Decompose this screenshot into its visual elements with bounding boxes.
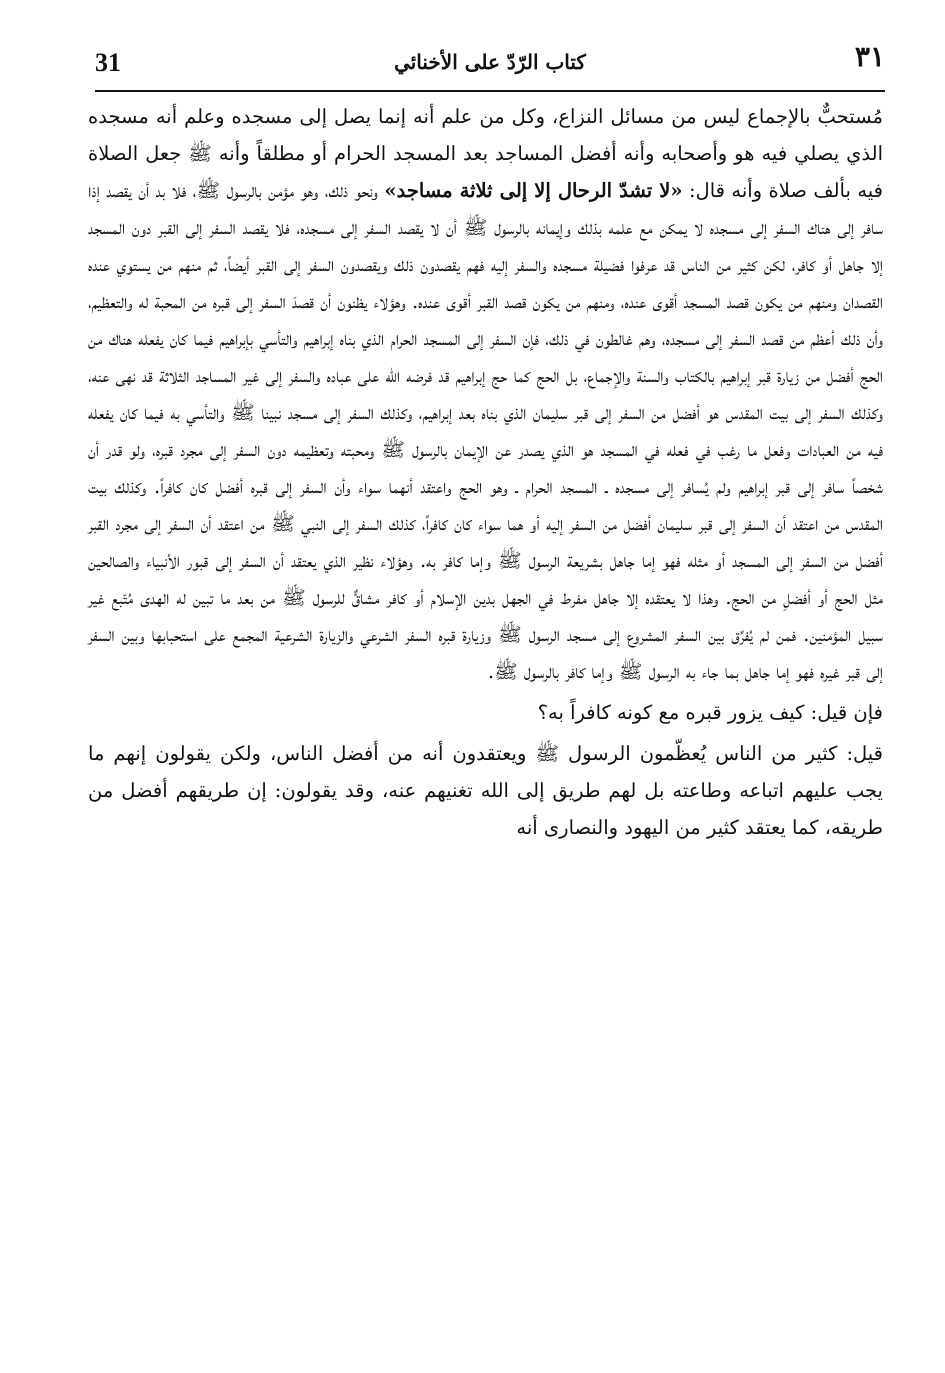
paragraph-3: قيل: كثير من الناس يُعظّمون الرسول ﷺ ويعتقدون أنه من أفضل الناس، ولكن يقولون إنهم ما يجب عليهم اتباعه وطاعته بل لهم طريق إلى الله تغنيهم عنه، وقد يقولون: إن طريقهم أفضل من طريقه، كما يعتقد كثير من اليهود والنصارى أنه: [88, 742, 883, 839]
hadith-quote: «لا تشدّ الرحال إلا إلى ثلاثة مساجد»: [384, 179, 683, 202]
page-number-latin: 31: [95, 48, 121, 77]
running-title: كتاب الرّدّ على الأخنائي: [394, 50, 586, 74]
paragraph-2: فإن قيل: كيف يزور قبره مع كونه كافراً به؟: [537, 701, 883, 724]
body-text: [88, 98, 883, 846]
paragraph-1-part-a: مُستحبٌّ بالإجماع ليس من مسائل النزاع، وكل من علم أنه إنما يصل إلى مسجده وعلم أنه مسجده الذي يصلي فيه هو وأصحابه وأنه أفضل المساجد بعد المسجد الحرام أو مطلقاً وأنه ﷺ جعل الصلاة فيه بألف صلاة وأنه قال:: [88, 105, 883, 202]
paragraph-1-part-b: ونحو ذلك، وهو مؤمن بالرسول ﷺ، فلا بد أن يقصد إذا سافر إلى هناك السفر إلى مسجده لا يمكن مع علمه بذلك وإيمانه بالرسول ﷺ أن لا يقصد السفر إلى مسجده، فلا يقصد السفر إلى القبر دون المسجد إلا جاهل أو كافر، لكن كثير من الناس قد عرفوا فضيلة مسجده والسفر إليه فهم يقصدون ذلك ويقصدون السفر إلى القبر أيضاً، ثم منهم من يستوي عنده القصدان ومنهم من يكون قصد المسجد أقوى عنده، ومنهم من يكون قصد القبر أقوى عنده. وهؤلاء يظنون أن قصدَ السفر إلى قبره من المحبة له والتعظيم، وأن ذلك أعظم من قصد السفر إلى مسجده، وهم غالطون في ذلك، فإن السفر إلى المسجد الحرام الذي بناه إبراهيم والتأسي بإبراهيم فيما كان يفعله هناك من الحج أفضل من زيارة قبر إبراهيم بالكتاب والسنة والإجماع، بل الحج كما حج إبراهيم قد فرضه الله على عباده والسفر إلى غير المساجد الثلاثة قد نهى عنه، وكذلك السفر إلى بيت المقدس هو أفضل من السفر إلى قبر سليمان الذي بناه بعد إبراهيم، وكذلك السفر إلى مسجد نبينا ﷺ والتأسي به فيما كان يفعله فيه من العبادات وفعل ما رغب في فعله في المسجد هو الذي يصدر عن الإيمان بالرسول ﷺ ومحبته وتعظيمه دون السفر إلى مجرد قبره، ولو قدر أن شخصاً سافر إلى قبر إبراهيم ولم يُسافر إلى مسجده ـ المسجد الحرام ـ وهو الحج واعتقد أنهما سواء وأن السفر إلى قبره أفضل كان كافراً. وكذلك بيت المقدس من اعتقد أن السفر إلى قبر سليمان أفضل من السفر إليه أو هما سواء كان كافراً، كذلك السفر إلى النبي ﷺ من اعتقد أن السفر إلى مجرد القبر أفضل من السفر إلى المسجد أو مثله فهو إما جاهل بشريعة الرسول ﷺ وإما كافر به. وهؤلاء نظير الذي يعتقد أن السفر إلى قبور الأنبياء والصالحين مثل الحج أو أفضلِ من الحج. وهذا لا يعتقده إلا جاهل مفرط في الجهل بدين الإسلام أو كافر مشاقٌّ للرسول ﷺ من بعد ما تبين له الهدى مُتّبع غير سبيل المؤمنين. فمن لم يُفرِّق بين السفر المشروع إلى مسجد الرسول ﷺ وزيارة قبره السفر الشرعي والزيارة الشرعية المجمع على استحبابها وبين السفر إلى قبر غيره فهو إما جاهل بما جاء به الرسول ﷺ وإما كافر بالرسول ﷺ.: [88, 179, 883, 683]
page-number-arabic: ٣١: [854, 40, 885, 73]
page-header: [95, 40, 885, 92]
paragraph-1: [88, 98, 883, 690]
